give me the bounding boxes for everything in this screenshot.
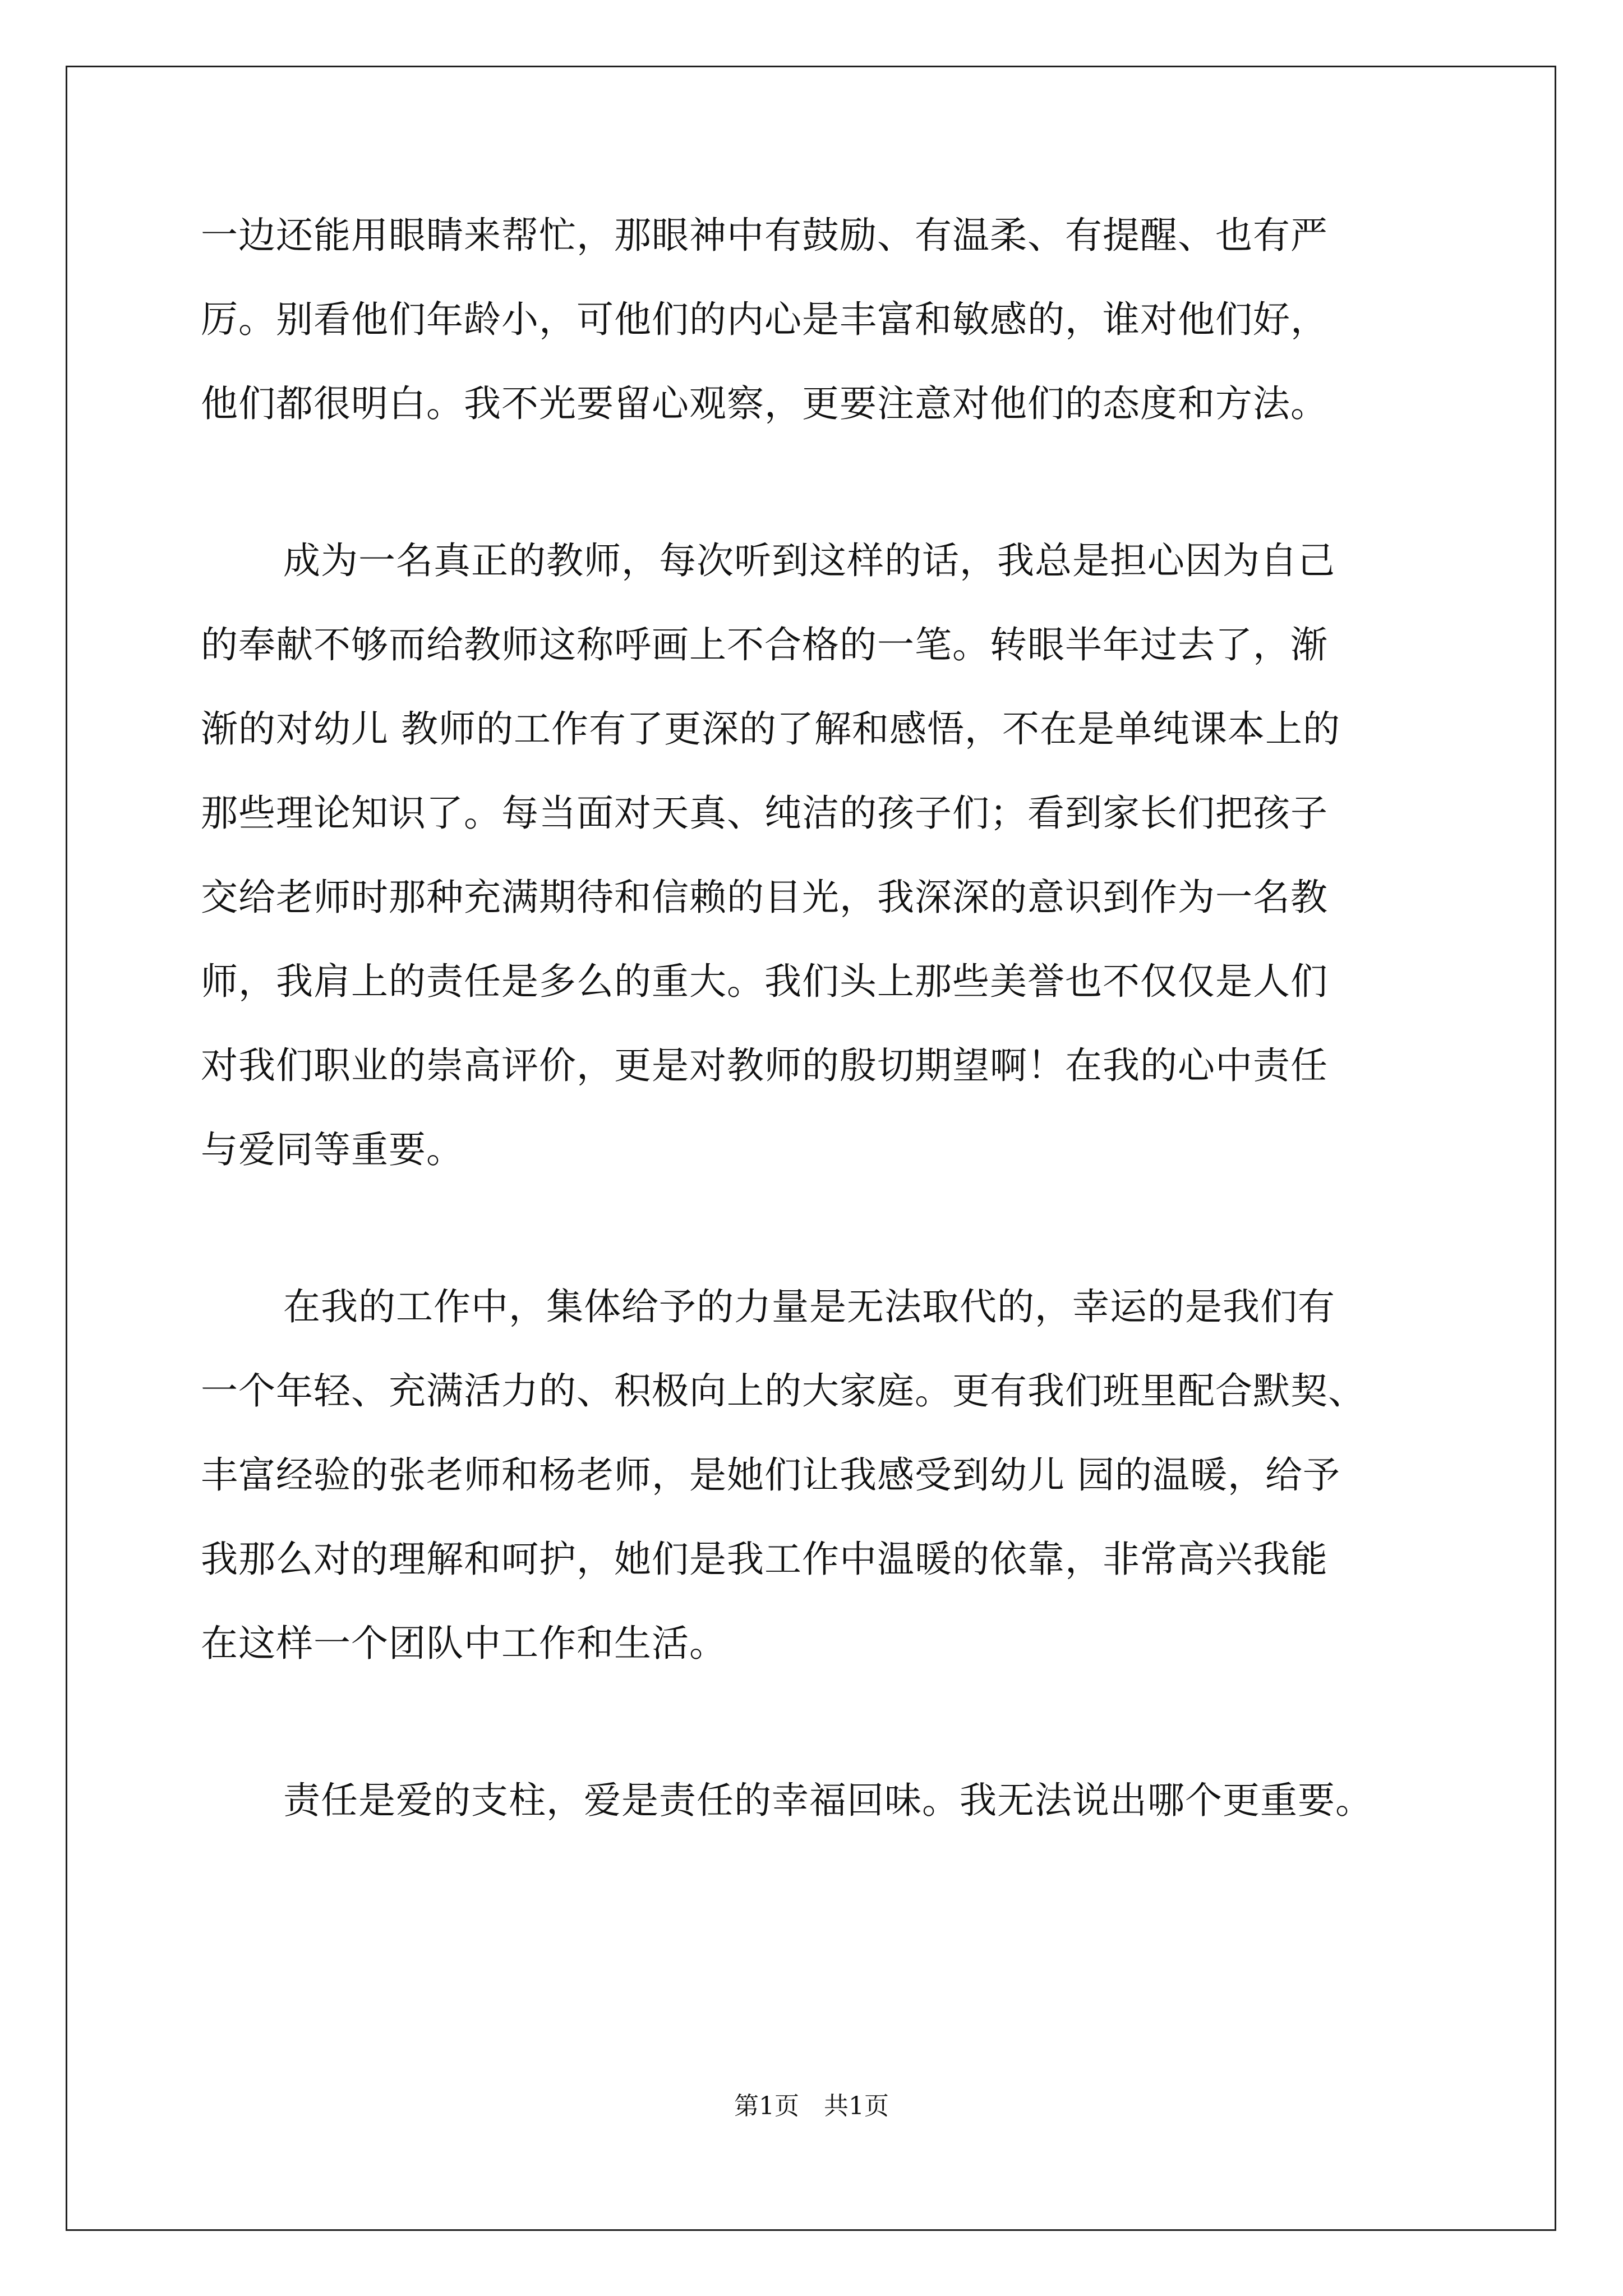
text-line: 师，我肩上的责任是多么的重大。我们头上那些美誉也不仅仅是人们 <box>201 960 1328 1003</box>
text-line: 一个年轻、充满活力的、积极向上的大家庭。更有我们班里配合默契、 <box>201 1369 1366 1412</box>
text-line: 对我们职业的崇高评价，更是对教师的殷切期望啊！在我的心中责任 <box>201 1044 1328 1087</box>
paragraph-first-line: 责任是爱的支柱，爱是责任的幸福回味。我无法说出哪个更重要。 <box>283 1779 1373 1822</box>
text-line: 那些理论知识了。每当面对天真、纯洁的孩子们；看到家长们把孩子 <box>201 792 1328 835</box>
text-line: 与爱同等重要。 <box>201 1128 464 1171</box>
text-line: 交给老师时那种充满期待和信赖的目光，我深深的意识到作为一名教 <box>201 876 1328 919</box>
text-line: 厉。别看他们年龄小，可他们的内心是丰富和敏感的，谁对他们好， <box>201 298 1328 341</box>
paragraph-first-line: 成为一名真正的教师，每次听到这样的话，我总是担心因为自己 <box>283 539 1335 582</box>
text-line: 丰富经验的张老师和杨老师，是她们让我感受到幼儿 园的温暖，给予 <box>201 1453 1340 1497</box>
text-line: 一边还能用眼睛来帮忙，那眼神中有鼓励、有温柔、有提醒、也有严 <box>201 214 1328 257</box>
page-number-footer: 第1页 共1页 <box>734 2092 889 2120</box>
text-line: 我那么对的理解和呵护，她们是我工作中温暖的依靠，非常高兴我能 <box>201 1538 1328 1581</box>
text-line: 渐的对幼儿 教师的工作有了更深的了解和感悟，不在是单纯课本上的 <box>201 707 1340 751</box>
text-line: 的奉献不够而给教师这称呼画上不合格的一笔。转眼半年过去了，渐 <box>201 623 1328 666</box>
paragraph-first-line: 在我的工作中，集体给予的力量是无法取代的，幸运的是我们有 <box>283 1285 1335 1328</box>
text-line: 在这样一个团队中工作和生活。 <box>201 1622 727 1665</box>
text-line: 他们都很明白。我不光要留心观察，更要注意对他们的态度和方法。 <box>201 382 1328 425</box>
